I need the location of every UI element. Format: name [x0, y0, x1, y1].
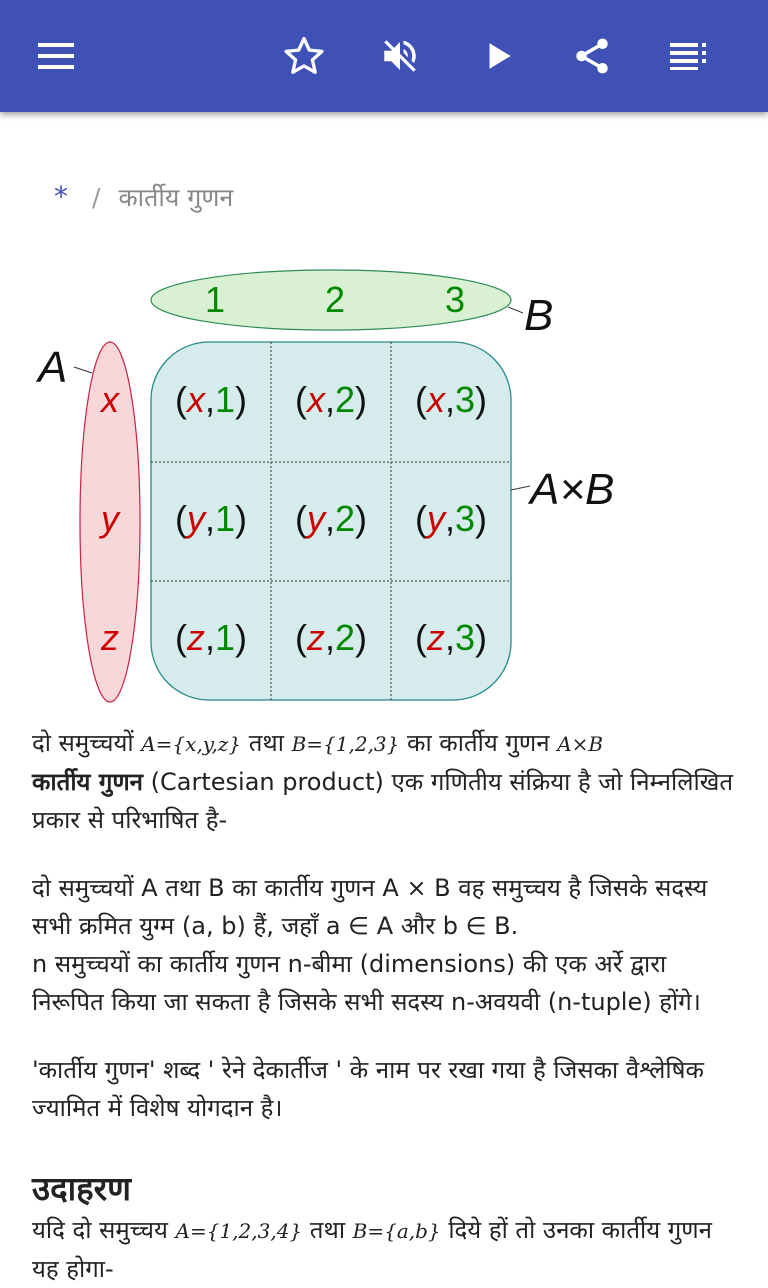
- cartesian-product-diagram: [0, 250, 768, 715]
- paragraph-n-sets: n समुच्चयों का कार्तीय गुणन n-बीमा (dimensions) की एक अर्रे द्वारा निरूपित किया जा सकता है जिसके सभी सदस्य n-अवयवी (n-tuple) होंगे।: [32, 950, 701, 1016]
- paragraph-etymology: 'कार्तीय गुणन' शब्द ' रेने देकार्तीज ' के नाम पर रखा गया है जिसका वैश्लेषिक ज्यामित में विशेष योगदान है।: [32, 1056, 704, 1122]
- caption-product: A×B: [557, 732, 604, 756]
- article-content: [32, 724, 742, 1288]
- caption-prefix: दो समुच्चयों: [32, 729, 134, 757]
- a-element: x: [101, 379, 119, 420]
- ordered-pair: (x,3): [414, 379, 488, 420]
- ordered-pair: (z,1): [174, 617, 248, 658]
- app-bar: [0, 0, 768, 112]
- product-label: A×B: [530, 465, 615, 514]
- mute-button[interactable]: [370, 26, 430, 86]
- definition-text: (Cartesian product) एक गणितीय संक्रिया है जो निम्नलिखित प्रकार से परिभाषित है-: [32, 768, 734, 834]
- breadcrumb-separator: /: [92, 183, 101, 212]
- example-suffix: दिये हों तो उनका कार्तीय गुणन यह होगा-: [32, 1216, 712, 1283]
- figure-caption: [32, 724, 742, 763]
- menu-button[interactable]: [26, 26, 86, 86]
- example-prefix: यदि दो समुच्चय: [32, 1216, 168, 1244]
- volume-off-icon: [379, 35, 421, 77]
- toc-icon: [668, 41, 708, 71]
- contents-button[interactable]: [658, 26, 718, 86]
- caption-set-a: A={x,y,z}: [141, 732, 242, 756]
- caption-suffix: का कार्तीय गुणन: [407, 729, 550, 757]
- ordered-pair: (z,3): [414, 617, 488, 658]
- breadcrumb: [54, 180, 233, 214]
- b-element: 3: [444, 279, 466, 320]
- definition-paragraph: [32, 763, 742, 839]
- share-button[interactable]: [562, 26, 622, 86]
- article-term: कार्तीय गुणन: [32, 768, 144, 796]
- caption-set-b: B={1,2,3}: [291, 732, 400, 756]
- b-element: 2: [324, 279, 346, 320]
- share-icon: [571, 35, 613, 77]
- cartesian-product-figure: [0, 250, 768, 715]
- a-element: y: [101, 498, 119, 539]
- ordered-pair: (x,2): [294, 379, 368, 420]
- set-a-label: A: [38, 343, 68, 392]
- caption-middle: तथा: [248, 729, 284, 757]
- ordered-pair: (y,2): [294, 498, 368, 539]
- play-button[interactable]: [468, 26, 528, 86]
- example-middle: तथा: [309, 1216, 346, 1244]
- example-set-a: A={1,2,3,4}: [175, 1219, 303, 1243]
- breadcrumb-home[interactable]: *: [54, 180, 68, 213]
- paragraph-product: दो समुच्चयों A तथा B का कार्तीय गुणन A × B वह समुच्चय है जिसके सदस्य सभी क्रमित युग्म (a, b) हैं, जहाँ a ∈ A और b ∈ B.: [32, 874, 708, 940]
- set-b-label: B: [524, 291, 554, 340]
- star-icon: [282, 34, 326, 78]
- ordered-pair: (x,1): [174, 379, 248, 420]
- ordered-pair: (z,2): [294, 617, 368, 658]
- b-element: 1: [204, 279, 226, 320]
- play-icon: [481, 39, 515, 73]
- ordered-pair: (y,3): [414, 498, 488, 539]
- a-element: z: [101, 617, 119, 658]
- example-set-b: B={a,b}: [352, 1219, 441, 1243]
- menu-icon: [36, 41, 76, 71]
- ordered-pair: (y,1): [174, 498, 248, 539]
- section-heading-example: उदाहरण: [32, 1169, 132, 1208]
- breadcrumb-current: कार्तीय गुणन: [118, 183, 234, 212]
- bookmark-button[interactable]: [274, 26, 334, 86]
- example-paragraph: [32, 1211, 742, 1288]
